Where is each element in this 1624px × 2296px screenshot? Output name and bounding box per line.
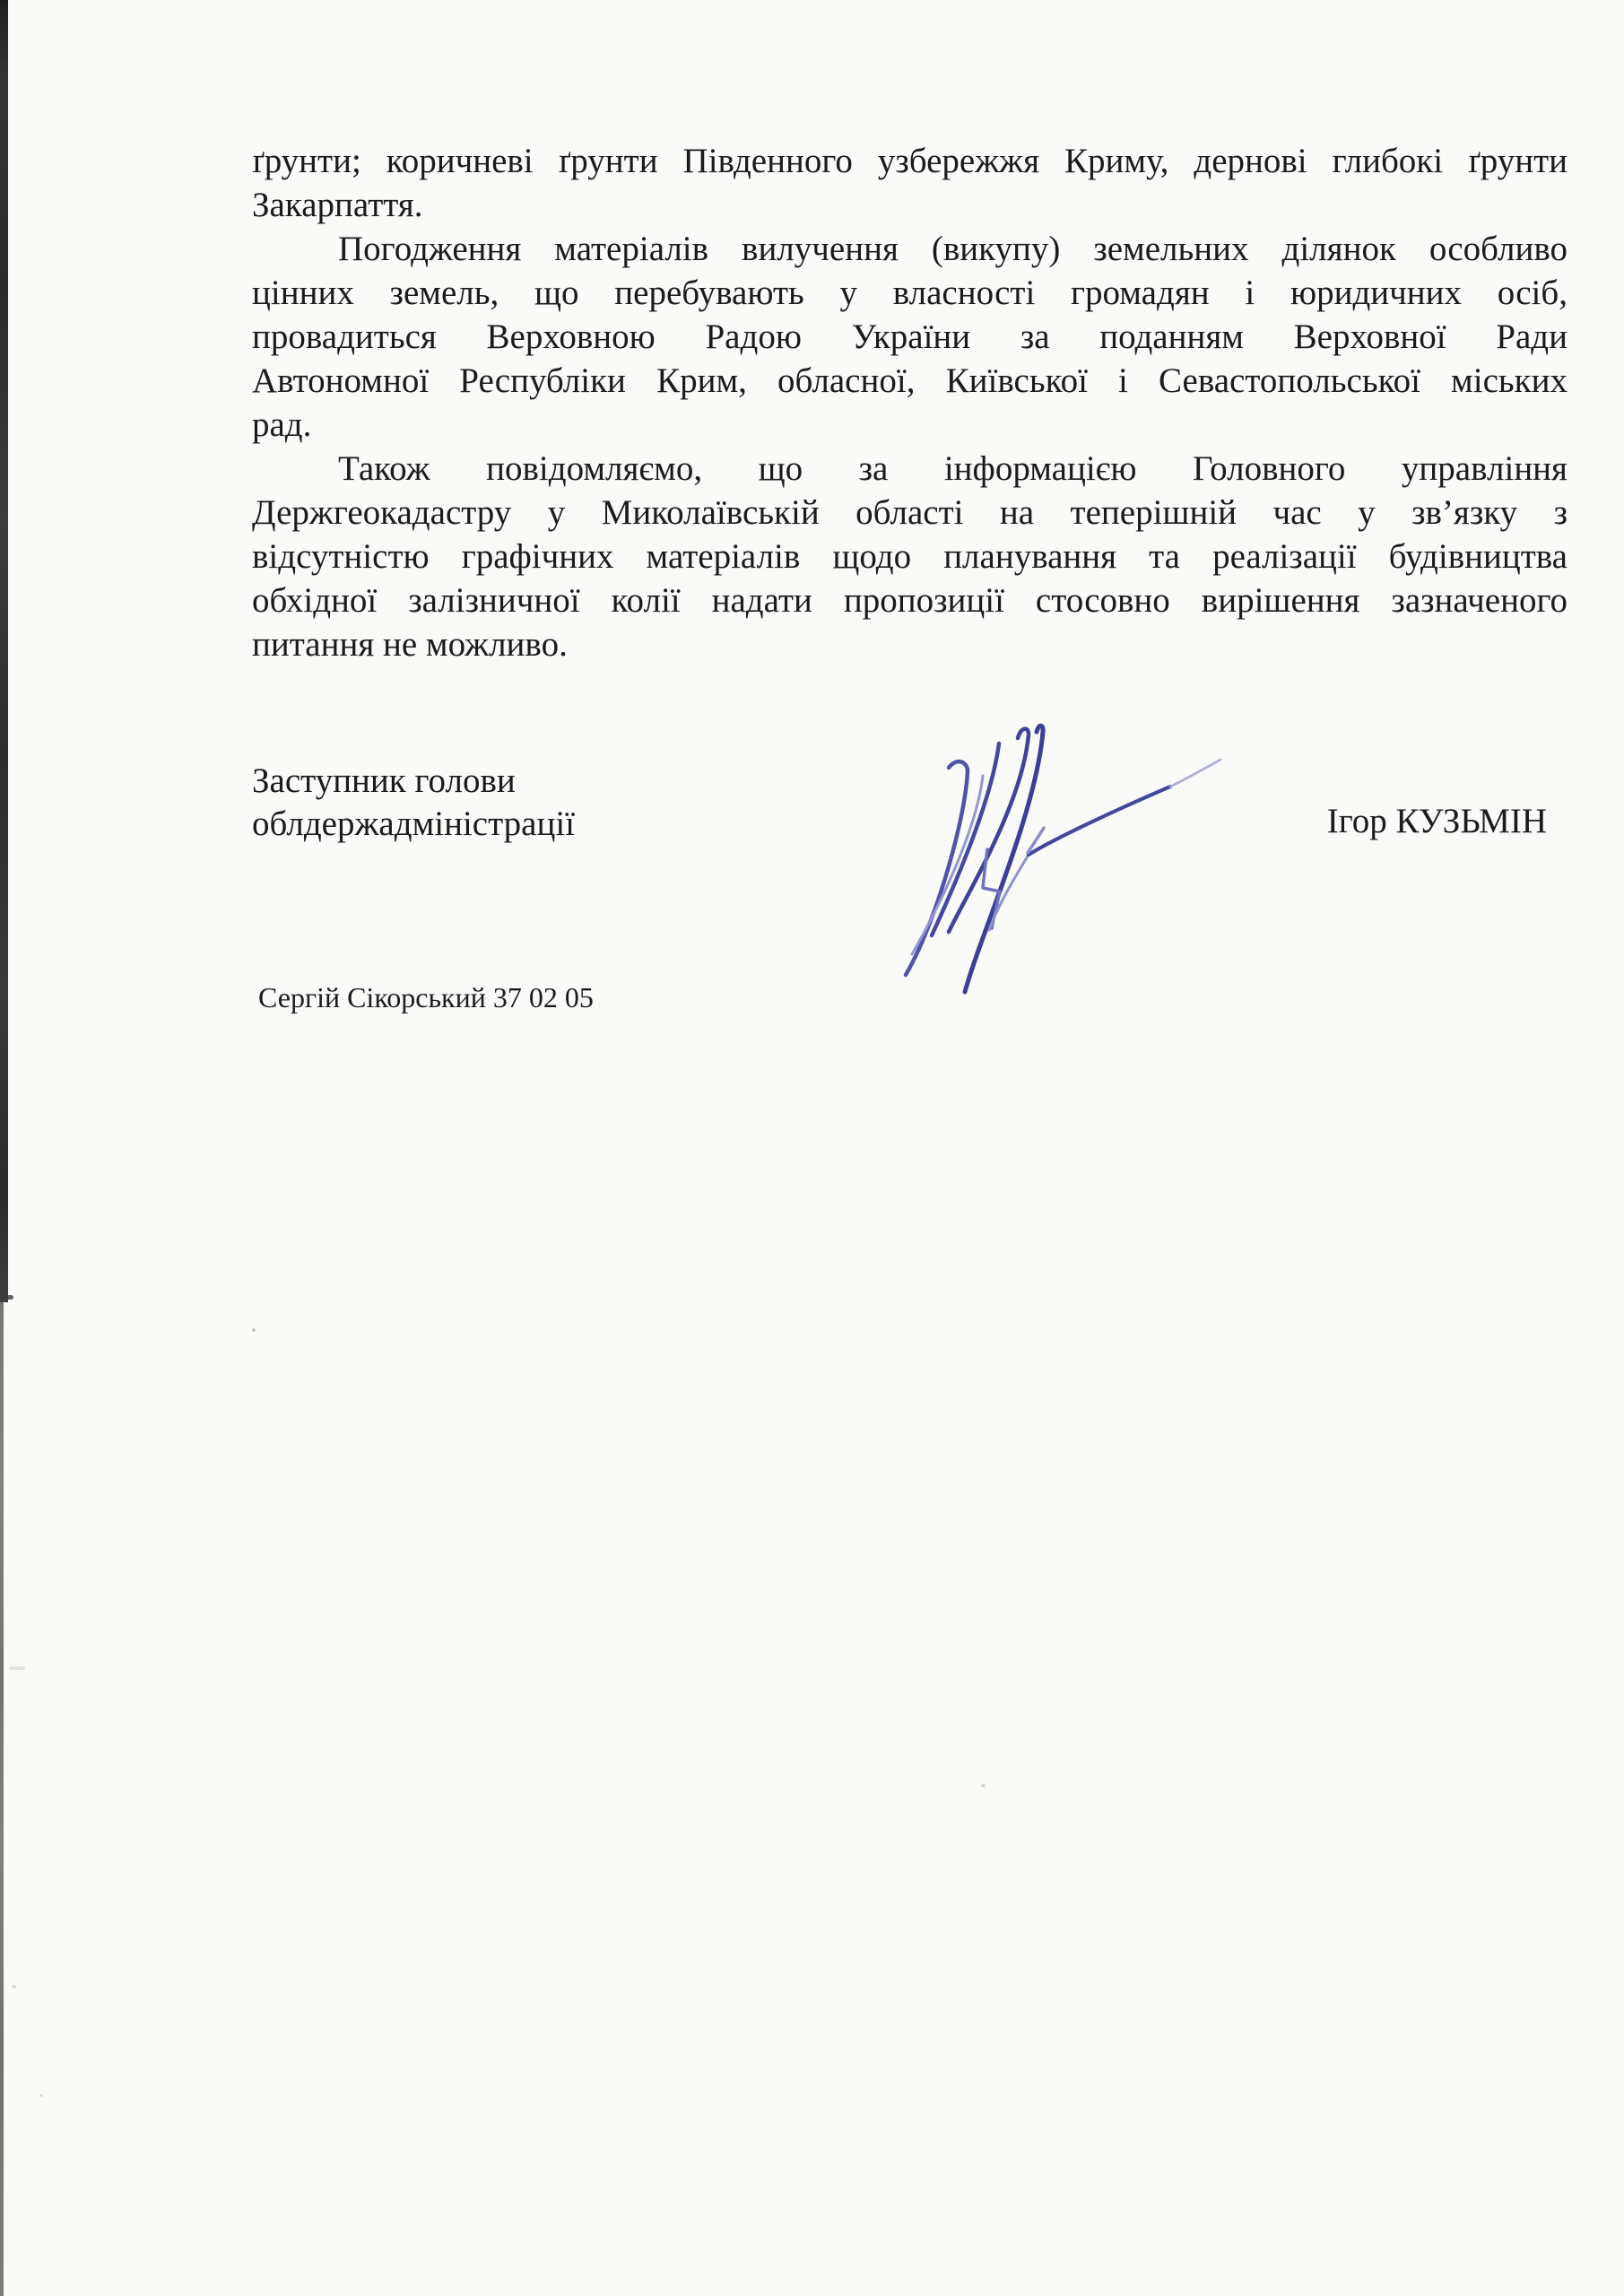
signatory-position-line2: облдержадміністрації (252, 804, 575, 843)
signature-stroke (1029, 787, 1170, 855)
scan-noise-speck (252, 1328, 256, 1332)
handwritten-signature (874, 704, 1242, 1018)
scanner-edge-bar-artifact (0, 0, 8, 1302)
signature-stroke (965, 726, 1043, 992)
body-text-line: відсутністю графічних матеріалів щодо планування та реалізації будівництва (252, 537, 1568, 576)
body-text-line: питання не можливо. (252, 625, 568, 664)
signature-stroke (949, 729, 1029, 932)
signature-stroke (1170, 760, 1220, 787)
body-text-line: Погодження матеріалів вилучення (викупу) земельних ділянок особливо (338, 230, 1568, 268)
body-text-line: провадиться Верховною Радою України за поданням Верховної Ради (252, 317, 1568, 356)
scan-noise-speck (39, 2094, 43, 2097)
scan-noise-dash (9, 1666, 25, 1670)
body-text-line: Держгеокадастру у Миколаївській області на теперішній час у зв’язку з (252, 493, 1568, 532)
signatory-name: Ігор КУЗЬМІН (1326, 802, 1547, 840)
body-text-line: Закарпаття. (252, 186, 423, 224)
body-text-line: рад. (252, 405, 312, 444)
signature-stroke (906, 761, 968, 975)
scan-noise-speck (981, 1784, 986, 1787)
letter-body (252, 139, 1568, 666)
body-text-line: Автономної Республіки Крим, обласної, Київської і Севастопольської міських (252, 361, 1568, 400)
scanner-edge-line-artifact (0, 1302, 4, 2296)
body-text-line: Також повідомляємо, що за інформацією Головного управління (338, 449, 1568, 488)
body-text-line: цінних земель, що перебувають у власності громадян і юридичних осіб, (252, 274, 1568, 312)
body-text-line: ґрунти; коричневі ґрунти Південного узбережжя Криму, дернові глибокі ґрунти (252, 142, 1568, 180)
scan-noise-speck (12, 1985, 16, 1988)
scanner-edge-tick-artifact (0, 1295, 13, 1300)
signatory-position-line1: Заступник голови (252, 761, 516, 800)
executor-reference-line: Сергій Сікорський 37 02 05 (258, 981, 594, 1013)
body-text-line: обхідної залізничної колії надати пропозиції стосовно вирішення зазначеного (252, 581, 1568, 620)
